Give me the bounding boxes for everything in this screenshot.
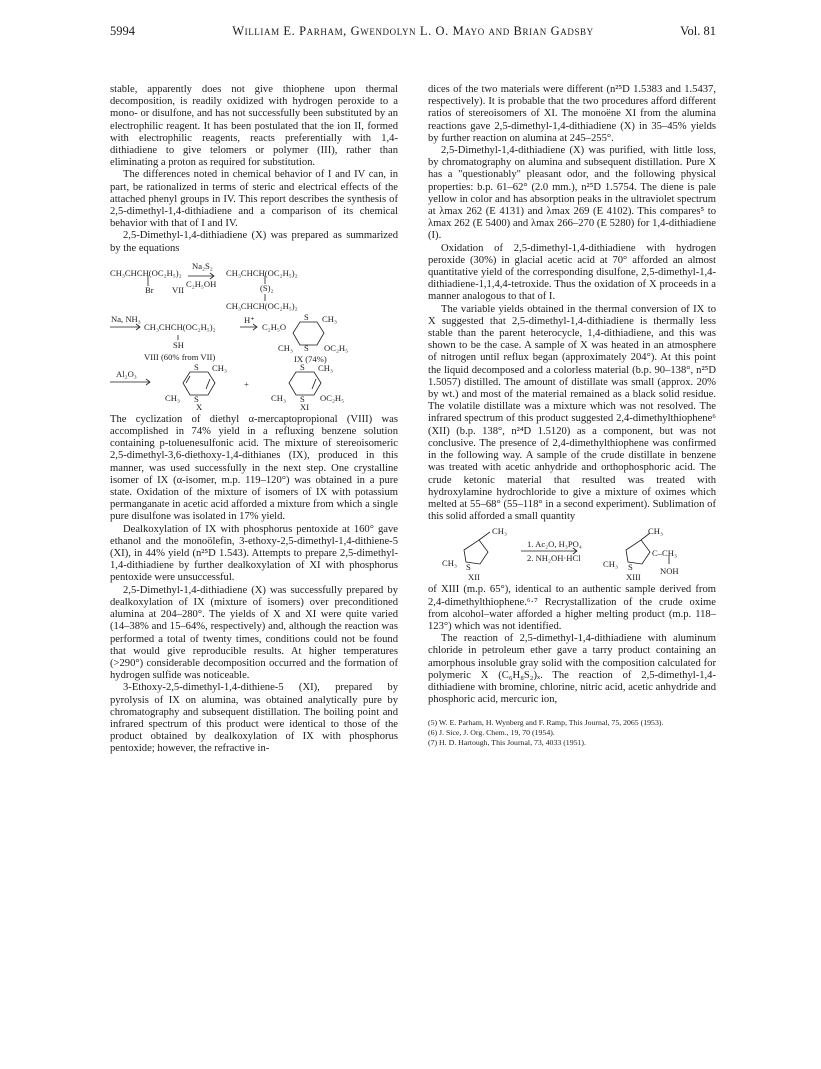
xiii-label: XIII (626, 572, 641, 581)
ix-oet-left: C₂H₅O (262, 321, 287, 332)
plus-sign: + (244, 378, 249, 389)
paragraph: dices of the two materials were different (n²⁵D 1.5383 and 1.5437, respectively). It is probable that the two procedures afford different ratios of stereoisomers of XI. The monoëne XI from the alumina reactions gave 2,5-dimethyl-1,4-dithiadiene (X) in 35–45% yields by further reaction on alumina at 245–255°. (428, 84, 716, 144)
ix-s-bottom: S (304, 342, 309, 353)
ix-ch3-right: CH₃ (322, 313, 337, 324)
viii-formula: CH₃CHCH(OC₂H₅)₂ (144, 321, 216, 332)
running-header (110, 24, 716, 40)
volume-number: Vol. 81 (680, 24, 716, 38)
left-column (110, 84, 398, 756)
paragraph: 2,5-Dimethyl-1,4-dithiadiene (X) was successfully prepared by dealkoxylation of IX (mixture of isomers) over preconditioned alumina at 204–280°. The yields of X and XI were quite varied (14–38% and 15–64%, respectively) and, although the reaction was performed a total of twenty times, conditions could not be found that would give reproducible results. At higher temperatures (>290°) considerable decomposition occurred and the formation of hydrogen sulfide was noticeable. (110, 584, 398, 682)
xi-s-top: S (300, 361, 305, 372)
xii-ch3-top: CH₃ (492, 526, 507, 537)
vii-br: Br (145, 284, 154, 295)
footnote-7: (7) H. D. Hartough, This Journal, 73, 4033 (1951). (428, 738, 586, 748)
header-authors: William E. Parham, Gwendolyn L. O. Mayo and Brian Gadsby (232, 24, 594, 38)
ix-s-top: S (304, 311, 309, 322)
disulfide-bridge: (S)₂ (260, 282, 274, 293)
xii-s: S (466, 562, 471, 573)
viii-sh: SH (173, 339, 184, 350)
disulfide-top: CH₃CHCH(OC₂H₅)₂ (226, 267, 298, 278)
paragraph: 3-Ethoxy-2,5-dimethyl-1,4-dithiene-5 (XI), prepared by pyrolysis of IX on alumina, was obtained analytically pure by chromatography and subsequent distillation. The boiling point and infrared spectrum of this product were identical to those of the product obtained by dealkoxylation of IX with phosphorus pentoxide; however, the refractive in- (110, 682, 398, 755)
reagent-acetylation: 1. Ac₂O, H₃PO₄ (527, 539, 582, 550)
x-s-top: S (194, 361, 199, 372)
xiii-s: S (628, 562, 633, 573)
reagent-ethanol: C₂H₅OH (186, 278, 217, 289)
xi-label: XI (300, 401, 310, 410)
ix-label: IX (74%) (294, 353, 327, 364)
footnote-6: (6) J. Sice, J. Org. Chem., 19, 70 (1954). (428, 728, 555, 738)
x-ch3-right: CH₃ (212, 362, 227, 373)
footnote-5: (5) W. E. Parham, H. Wynberg and F. Ramp, This Journal, 75, 2065 (1953). (428, 718, 664, 728)
xi-s-bottom: S (300, 393, 305, 404)
paragraph: The reaction of 2,5-dimethyl-1,4-dithiadiene with aluminum chloride in petroleum ether gave a tarry product containing an amorphous insoluble gray solid with the composition calculated for polymeric X (C₆H₈S₂)ₓ. The reaction of 2,5-dimethyl-1,4-dithiadiene with bromine, chlorine, nitric acid, acetic anhydride and phosphoric acid, mercuric ion, (428, 633, 716, 706)
xii-label: XII (468, 572, 480, 581)
reagent-na2s2: Na₂S₂ (192, 260, 213, 271)
paragraph: The cyclization of diethyl α-mercaptopropional (VIII) was accomplished in 74% yield in a refluxing benzene solution containing p-toluenesulfonic acid. The mixture of stereoisomeric 2,5-dimethyl-3,6-diethoxy-1,4-dithianes (IX), produced in this manner, was used successfully in the next step. One crystalline isomer of IX (α-isomer, m.p. 119–120°) was obtained in a pure state. Oxidation of the mixture of isomers of IX with potassium permanganate in acetic acid afforded a mixture from which a single pure disulfone was isolated in 17% yield. (110, 413, 398, 523)
x-ch3-left: CH₃ (165, 392, 180, 403)
xiii-ch3-top: CH₃ (648, 526, 663, 537)
xi-ch3-right: CH₃ (318, 362, 333, 373)
reaction-scheme-synthesis (110, 258, 398, 410)
paragraph: Dealkoxylation of IX with phosphorus pentoxide at 160° gave ethanol and the monoölefin, 3-ethoxy-2,5-dimethyl-1,4-dithiene-5 (XI), in 44% yield (n²⁵D 1.543). Attempts to prepare 2,5-dimethyl-1,4-dithiadiene by further dealkoxylation of XI with phosphorus pentoxide were unsuccessful. (110, 523, 398, 584)
vii-formula: CH₃CHCH(OC₂H₅)₂ (110, 267, 182, 278)
xiii-acetyl: C–CH₃ (652, 548, 677, 559)
vii-label: VII (172, 284, 184, 295)
paragraph: The differences noted in chemical behavior of I and IV can, in part, be rationalized in terms of steric and electrical effects of the attached phenyl groups in IV. This report describes the synthesis of 2,5-dimethyl-1,4-dithiadiene and a comparison of its chemical behavior with that of I and IV. (110, 169, 398, 230)
paragraph: The variable yields obtained in the thermal conversion of IX to X suggested that 2,5-dimethyl-1,4-dithiadiene is thermally less stable than the parent heterocycle, 1,4-dithiadiene, and this was shown to be the case. A sample of X was heated in an atmosphere of nitrogen until reflux began (approximately 204°). At this point the liquid decomposed and a colorless material (b.p. 90–138°, n²⁵D 1.5057) distilled. The amount of distillate was small (approx. 20% by wt.) and most of the material remained as a black solid residue. The volatile distillate was a mixture which was not resolved. The infrared spectrum of this product suggested 2,4-dimethylthiophene⁶ (XII) (b.p. 138°, n²⁴D 1.5120) as a component, but was not conclusive. The presence of 2,4-dimethylthiophene was confirmed in the following way. A sample of the crude distillate in benzene was treated with acetic anhydride and orthophosphoric acid. The crude ketonic material that resulted was treated with hydroxylamine hydrochloride to give a mixture of oximes which melted at 55–68° (55–118° in a second experiment). Sublimation of this solid afforded a small quantity (428, 303, 716, 523)
disulfide-bottom: CH₃CHCH(OC₂H₅)₂ (226, 300, 298, 311)
reagent-acid: H⁺ (244, 314, 255, 325)
reaction-scheme-oxime (428, 526, 716, 580)
right-column (428, 84, 716, 748)
paragraph: 2,5-Dimethyl-1,4-dithiadiene (X) was prepared as summarized by the equations (110, 230, 398, 254)
paragraph: 2,5-Dimethyl-1,4-dithiadiene (X) was purified, with little loss, by chromatography on alumina and subsequent distillation. Pure X has a "questionably" pleasant odor, and the following physical properties: b.p. 61–62° (2.0 mm.), n²⁵D 1.5754. The diene is pale yellow in color and has absorption peaks in the ultraviolet spectrum at λmax 262 (E 4131) and λmax 269 (E 4102). This compares⁵ to λmax 262 (E 5400) and λmax 266–270 (E 5280) for 1,4-dithiadiene (I). (428, 145, 716, 242)
ix-oet-right: OC₂H₅ (324, 342, 349, 353)
paragraph: stable, apparently does not give thiophene upon thermal decomposition, is readily oxidized with hydrogen peroxide to a mono- or disulfone, and has not successfully been substituted by an electrophilic reagent. It has been postulated that the ion II, formed with electrophilic reagents, reacts preferentially with 1,4-dithiadiene to give telomers or polymer (III), rather than eliminating a proton as required for substitution. (110, 84, 398, 169)
paragraph: Oxidation of 2,5-dimethyl-1,4-dithiadiene with hydrogen peroxide (30%) in glacial acetic acid at 70° afforded an almost quantitative yield of the corresponding disulfone, 2,5-dimethyl-1,4-dithiadiene-1,1,4,4-tetroxide. Thus the oxidation of X proceeds in a manner analogous to that of I. (428, 242, 716, 303)
x-label: X (196, 401, 203, 410)
ix-ch3-left: CH₃ (278, 342, 293, 353)
xi-oet: OC₂H₅ (320, 392, 345, 403)
xiii-ch3-left: CH₃ (603, 559, 618, 570)
reagent-na-nh3: Na, NH₃ (111, 313, 141, 324)
page-number: 5994 (110, 24, 135, 38)
reagent-hydroxylamine: 2. NH₂OH·HCl (527, 553, 581, 564)
xiii-noh: NOH (660, 566, 679, 577)
reagent-alumina: Al₂O₃ (116, 368, 137, 379)
xi-ch3-left: CH₃ (271, 392, 286, 403)
x-s-bottom: S (194, 393, 199, 404)
paragraph: of XIII (m.p. 65°), identical to an authentic sample derived from 2,4-dimethylthiophene.⁶·⁷ Recrystallization of the crude oxime from alcohol–water afforded a higher melting product (m.p. 118–123°) which was not identified. (428, 584, 716, 632)
viii-label: VIII (60% from VII) (144, 351, 216, 362)
xii-ch3-left: CH₃ (442, 558, 457, 569)
footnotes (428, 718, 716, 748)
